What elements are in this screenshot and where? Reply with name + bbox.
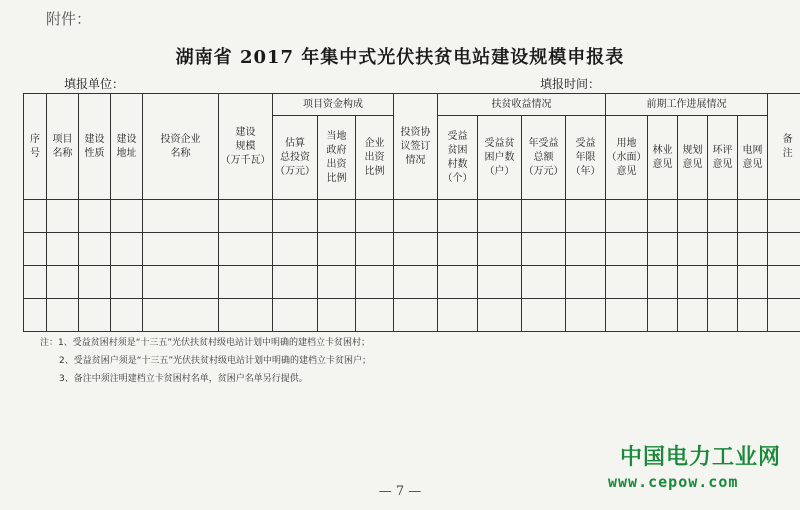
col-nature: 建设 性质 <box>79 94 111 200</box>
col-group-funding: 项目资金构成 <box>273 94 394 116</box>
col-benefit-years: 受益 年限 （年） <box>566 116 606 200</box>
col-funding-gov: 当地 政府 出资 比例 <box>318 116 356 200</box>
col-benefit-annual: 年受益 总额 （万元） <box>522 116 566 200</box>
page-number: — 7 — <box>378 484 422 499</box>
table-cell <box>143 200 219 233</box>
table-cell <box>219 299 273 332</box>
table-cell <box>143 233 219 266</box>
table-cell <box>478 266 522 299</box>
col-remarks: 备 注 <box>768 94 800 200</box>
table-cell <box>438 200 478 233</box>
col-prework-plan: 规划 意见 <box>678 116 708 200</box>
table-cell <box>394 266 438 299</box>
table-cell <box>219 200 273 233</box>
table-cell <box>47 200 79 233</box>
table-cell <box>708 299 738 332</box>
col-prework-grid: 电网 意见 <box>738 116 768 200</box>
table-cell <box>79 233 111 266</box>
attachment-label: 附件： <box>46 10 92 28</box>
table-cell <box>438 266 478 299</box>
table-cell <box>522 266 566 299</box>
table-cell <box>678 233 708 266</box>
note-2: 2、受益贫困户须是“十三五”光伏扶贫村级电站计划中明确的建档立卡贫困户； <box>59 356 372 366</box>
col-prework-forest: 林业 意见 <box>648 116 678 200</box>
table-cell <box>678 266 708 299</box>
table-cell <box>47 266 79 299</box>
table-row <box>24 266 800 299</box>
note-1: 注：1、受益贫困村须是“十三五”光伏扶贫村级电站计划中明确的建档立卡贫困村； <box>40 338 371 348</box>
table-cell <box>606 233 648 266</box>
table-cell <box>356 266 394 299</box>
col-scale: 建设 规模 （万千瓦） <box>219 94 273 200</box>
table-cell <box>738 299 768 332</box>
table-cell <box>47 299 79 332</box>
table-cell <box>356 200 394 233</box>
table-body <box>24 200 800 332</box>
table-cell <box>356 299 394 332</box>
table-cell <box>648 200 678 233</box>
table-cell <box>566 233 606 266</box>
table-cell <box>79 200 111 233</box>
table-cell <box>708 200 738 233</box>
table-cell <box>522 299 566 332</box>
table-cell <box>478 233 522 266</box>
table-cell <box>219 233 273 266</box>
table-cell <box>24 233 47 266</box>
table-cell <box>394 299 438 332</box>
table-cell <box>566 299 606 332</box>
table-cell <box>606 200 648 233</box>
col-address: 建设 地址 <box>111 94 143 200</box>
table-cell <box>648 233 678 266</box>
table-cell <box>356 233 394 266</box>
table-cell <box>273 200 318 233</box>
table-cell <box>738 200 768 233</box>
col-funding-total: 估算 总投资 （万元） <box>273 116 318 200</box>
table-cell <box>566 200 606 233</box>
table-cell <box>768 299 800 332</box>
col-prework-env: 环评 意见 <box>708 116 738 200</box>
col-investor: 投资企业 名称 <box>143 94 219 200</box>
table-row <box>24 299 800 332</box>
table-cell <box>318 200 356 233</box>
table-cell <box>738 266 768 299</box>
table-cell <box>273 266 318 299</box>
table-cell <box>111 266 143 299</box>
table-cell <box>47 233 79 266</box>
watermark-url: www.cepow.com <box>608 473 739 491</box>
table-cell <box>79 299 111 332</box>
table-cell <box>394 200 438 233</box>
table-cell <box>394 233 438 266</box>
col-project-name: 项目 名称 <box>47 94 79 200</box>
table-cell <box>318 233 356 266</box>
col-seq: 序 号 <box>24 94 47 200</box>
col-group-benefit: 扶贫收益情况 <box>438 94 606 116</box>
table-cell <box>522 233 566 266</box>
form-title: 湖南省 2017 年集中式光伏扶贫电站建设规模申报表 <box>175 47 625 68</box>
table-cell <box>566 266 606 299</box>
table-cell <box>79 266 111 299</box>
table-cell <box>143 266 219 299</box>
table-cell <box>648 266 678 299</box>
table-row <box>24 200 800 233</box>
table-cell <box>273 299 318 332</box>
table-cell <box>768 200 800 233</box>
col-group-prework: 前期工作进展情况 <box>606 94 768 116</box>
table-cell <box>111 299 143 332</box>
table-cell <box>24 200 47 233</box>
table-cell <box>24 299 47 332</box>
table-cell <box>678 299 708 332</box>
table-cell <box>522 200 566 233</box>
col-prework-land: 用地 （水面） 意见 <box>606 116 648 200</box>
table-cell <box>143 299 219 332</box>
fill-time-label: 填报时间： <box>540 77 601 91</box>
fill-unit-label: 填报单位： <box>64 77 125 91</box>
table-cell <box>708 233 738 266</box>
table-cell <box>273 233 318 266</box>
table-cell <box>478 299 522 332</box>
declaration-table <box>23 93 800 332</box>
col-benefit-villages: 受益 贫困 村数 （个） <box>438 116 478 200</box>
col-funding-ent: 企业 出资 比例 <box>356 116 394 200</box>
col-agreement: 投资协 议签订 情况 <box>394 94 438 200</box>
table-cell <box>318 266 356 299</box>
table-cell <box>678 200 708 233</box>
watermark-site-name: 中国电力工业网 <box>620 445 782 470</box>
table-cell <box>768 233 800 266</box>
table-cell <box>738 233 768 266</box>
table-cell <box>708 266 738 299</box>
table-cell <box>606 299 648 332</box>
note-3: 3、备注中须注明建档立卡贫困村名单，贫困户名单另行提供。 <box>59 374 308 384</box>
table-cell <box>219 266 273 299</box>
col-benefit-households: 受益贫 困户数 （户） <box>478 116 522 200</box>
notes <box>40 334 371 388</box>
table-cell <box>478 200 522 233</box>
table-cell <box>318 299 356 332</box>
table-cell <box>438 233 478 266</box>
table-cell <box>606 266 648 299</box>
table-cell <box>111 233 143 266</box>
table-cell <box>768 266 800 299</box>
table-cell <box>24 266 47 299</box>
table-cell <box>111 200 143 233</box>
table-cell <box>438 299 478 332</box>
table-cell <box>648 299 678 332</box>
table-row <box>24 233 800 266</box>
